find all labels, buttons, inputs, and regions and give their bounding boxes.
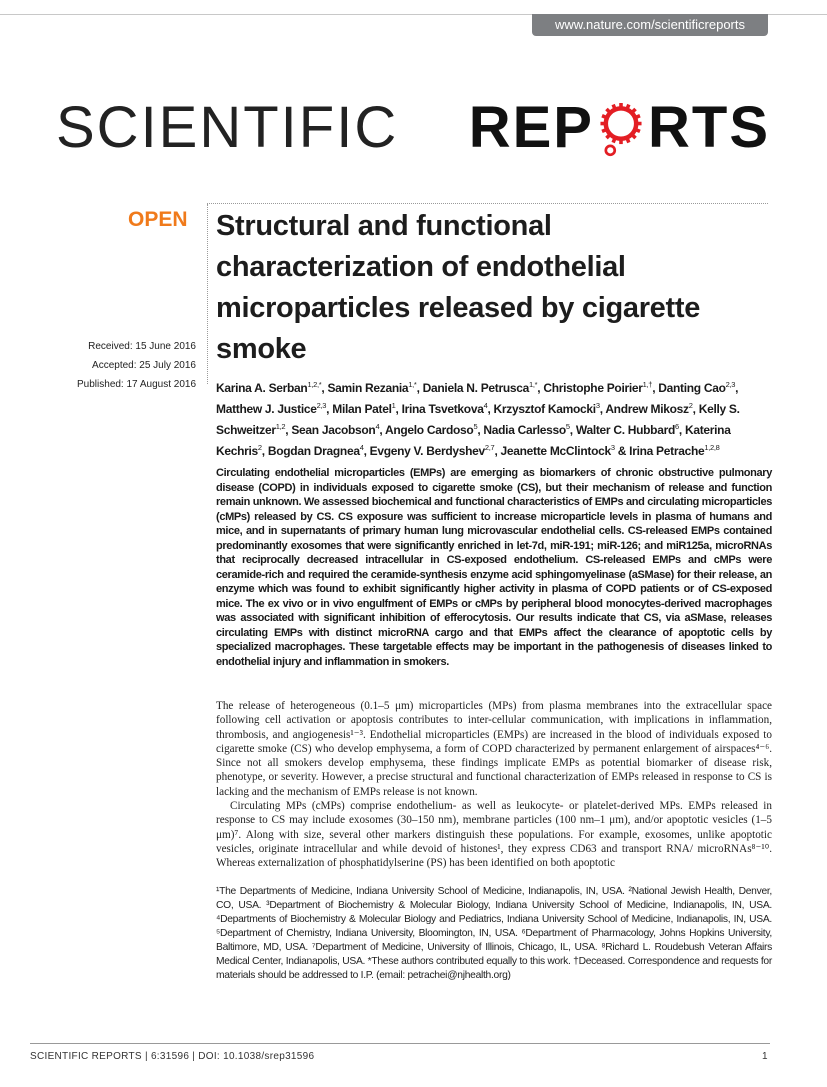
author-affiliation: 1,2 bbox=[275, 422, 286, 431]
author-name: Walter C. Hubbard bbox=[575, 423, 675, 437]
footer-citation: SCIENTIFIC REPORTS | 6:31596 | DOI: 10.1038/srep31596 bbox=[30, 1051, 315, 1062]
author-name: Kelly S. Schweitzer bbox=[216, 402, 740, 437]
body-text bbox=[216, 699, 772, 871]
author-name: Milan Patel bbox=[332, 402, 392, 416]
author bbox=[332, 402, 395, 416]
article-title bbox=[216, 206, 772, 370]
author-affiliation: 1,† bbox=[642, 380, 653, 389]
author-affiliation: 1,* bbox=[408, 380, 417, 389]
open-access-label: OPEN bbox=[128, 208, 188, 231]
published-date: Published: 17 August 2016 bbox=[77, 379, 196, 390]
author-name: Jeanette McClintock bbox=[500, 444, 611, 458]
title-line: characterization of endothelial bbox=[216, 251, 626, 283]
author bbox=[423, 381, 538, 395]
gear-tooth bbox=[619, 103, 623, 108]
author-name: Angelo Cardoso bbox=[384, 423, 474, 437]
author-affiliation: 4 bbox=[375, 422, 380, 431]
journal-logo bbox=[56, 92, 770, 164]
author-affiliation: 6 bbox=[675, 422, 679, 431]
author-affiliation: 1,* bbox=[529, 380, 538, 389]
author-affiliation: 1,2,* bbox=[307, 380, 322, 389]
gear-tooth bbox=[636, 122, 641, 126]
author bbox=[605, 402, 692, 416]
author bbox=[494, 402, 600, 416]
paragraph: The release of heterogeneous (0.1–5 μm) microparticles (MPs) from plasma membranes into the extracellular space following cell activation or apoptosis contributes to inter-cellular communication, with implications in inflammation, thrombosis, and angiogenesis¹⁻³. Endothelial microparticles (EMPs) are increased in the blood of individuals exposed to cigarette smoke (CS) who develop emphysema, a form of COPD characterized by permanent enlargement of airspaces⁴⁻⁶. Since not all smokers develop emphysema, these findings implicate EMPs as potential biomarker of disease risk, phenotype, or severity. However, a precise structural and functional characterization of EMPs released in response to CS is lacking and the mechanism of EMPs release is not known. bbox=[216, 700, 772, 798]
author bbox=[268, 444, 364, 458]
author-name: Christophe Poirier bbox=[543, 381, 643, 395]
journal-url-badge[interactable]: www.nature.com/scientificreports bbox=[532, 14, 768, 36]
author-affiliation: 1,2,8 bbox=[704, 443, 720, 452]
title-line: smoke bbox=[216, 333, 307, 365]
author bbox=[483, 423, 569, 437]
author-name: Matthew J. Justice bbox=[216, 402, 317, 416]
author-affiliation: 5 bbox=[565, 422, 570, 431]
title-line: Structural and functional bbox=[216, 210, 552, 242]
author bbox=[370, 444, 495, 458]
author-affiliation: 2,7 bbox=[484, 443, 495, 452]
received-date: Received: 15 June 2016 bbox=[88, 341, 196, 352]
gear-logo-icon bbox=[596, 99, 646, 157]
author bbox=[327, 381, 416, 395]
author-affiliation: 2 bbox=[257, 443, 262, 452]
logo-text-scientific: SCIENTIFIC bbox=[56, 95, 399, 160]
author-affiliation: 4 bbox=[359, 443, 364, 452]
author-affiliation: 4 bbox=[483, 401, 488, 410]
author-name: Danting Cao bbox=[658, 381, 726, 395]
logo-text-rts: RTS bbox=[648, 95, 770, 160]
gear-tooth bbox=[619, 139, 623, 144]
divider-dotted-vertical bbox=[207, 204, 208, 384]
author bbox=[385, 423, 477, 437]
divider-dotted-horizontal bbox=[207, 203, 768, 204]
article-main-column bbox=[216, 206, 772, 983]
author bbox=[543, 381, 652, 395]
accepted-date: Accepted: 25 July 2016 bbox=[92, 360, 196, 371]
author-name: Andrew Mikosz bbox=[605, 402, 689, 416]
page-number: 1 bbox=[762, 1051, 768, 1062]
footer-rule bbox=[30, 1043, 770, 1044]
author-name: Sean Jacobson bbox=[291, 423, 376, 437]
abstract: Circulating endothelial microparticles (EMPs) are emerging as biomarkers of chronic obstructive pulmonary disease (COPD) in individuals exposed to cigarette smoke (CS), but their mechanism of release and function remain unknown. We assessed biochemical and functional characteristics of EMPs and circulating microparticles (cMPs) released by CS. CS exposure was sufficient to increase microparticle levels in plasma of humans and mice, and in supernatants of primary human lung microvascular endothelial cells. CS-released EMPs contained predominantly exosomes that were significantly enriched in let-7d, miR-191; miR-126; and miR125a, microRNAs that reciprocally decreased intracellular in CS-exposed endothelium. CS-released EMPs and cMPs were ceramide-rich and required the ceramide-synthesis enzyme acid sphingomyelinase (aSMase) for their release, an enzyme which was found to exhibit significantly higher activity in plasma of COPD patients or of CS-exposed mice. The ex vivo or in vivo engulfment of EMPs or cMPs by peripheral blood monocytes-derived macrophages was associated with significant inhibition of efferocytosis. Our results indicate that CS, via aSMase, releases circulating EMPs with distinct microRNA cargo and that EMPs affect the clearance of apoptotic cells by specialized macrophages. These targetable effects may be important in the pathogenesis of diseases linked to endothelial injury and inflammation in smokers. bbox=[216, 467, 772, 668]
author-name: Bogdan Dragnea bbox=[267, 444, 360, 458]
author bbox=[629, 444, 719, 458]
gear-tooth bbox=[600, 122, 605, 126]
paragraph: Circulating MPs (cMPs) comprise endothelium- as well as leukocyte- or platelet-derived MPs. EMPs released in response to CS may include exosomes (30–150 nm), membrane particles (100 nm–1 μm), and/or apoptotic vesicles (1–5 μm)⁷. Along with size, several other markers distinguish these populations. For example, exosomes, unlike apoptotic vesicles, originate intracellular and while devoid of histones¹, they express CD63 and transport RNA/ microRNAs⁸⁻¹⁰. Whereas externalization of phosphatidylserine (PS) has been identified on both apoptotic bbox=[216, 800, 772, 870]
publication-dates bbox=[77, 337, 196, 394]
author-affiliation: 2,3 bbox=[725, 380, 736, 389]
author bbox=[576, 423, 679, 437]
author-affiliation: 3 bbox=[595, 401, 600, 410]
author-name: Katerina Kechris bbox=[216, 423, 731, 458]
author-name: Samin Rezania bbox=[327, 381, 409, 395]
author-name: Nadia Carlesso bbox=[483, 423, 566, 437]
author bbox=[658, 381, 735, 395]
author-name: Karina A. Serban bbox=[216, 381, 308, 395]
author-name: Krzysztof Kamocki bbox=[493, 402, 596, 416]
author-affiliation: 2 bbox=[688, 401, 693, 410]
author bbox=[402, 402, 488, 416]
author-name: Irina Tsvetkova bbox=[401, 402, 484, 416]
affiliations-footnote: ¹The Departments of Medicine, Indiana University School of Medicine, Indianapolis, IN, USA. ²National Jewish Health, Denver, CO, USA. ³Department of Biochemistry & Molecular Biology, Indiana University School of Medicine, Indianapolis, IN, USA. ⁴Departments of Biochemistry & Molecular Biology and Pediatrics, Indiana University School of Medicine, Indianapolis, IN, USA. ⁵Department of Chemistry, Indiana University, Bloomington, IN, USA. ⁶Department of Pharmacology, Johns Hopkins University, Baltimore, MD, USA. ⁷Department of Medicine, University of Illinois, Chicago, IL, USA. ⁸Richard L. Roudebush Veteran Affairs Medical Center, Indianapolis, USA. *These authors contributed equally to this work. †Deceased. Correspondence and requests for materials should be addressed to I.P. (email: petrachei@njhealth.org) bbox=[216, 885, 772, 981]
author bbox=[216, 402, 326, 416]
logo-reports bbox=[469, 92, 770, 164]
author bbox=[291, 423, 379, 437]
logo-text-rep: REP bbox=[468, 95, 594, 160]
title-line: microparticles released by cigarette bbox=[216, 292, 701, 324]
author bbox=[501, 444, 615, 458]
author-name: Evgeny V. Berdyshev bbox=[369, 444, 485, 458]
author-list: Karina A. Serban$^{1,2,*}$, Samin Rezania$^{1,*}$, Daniela N. Petrusca$^{1,*}$, Christophe Poirier$^{1,\dagger}$, Danting Cao$^{2,3}$, Matthew J. Justice$^{2,3}$, Milan Patel$^1$, Irina Tsvetkova$^4$, Krzysztof Kamocki$^3$, Andrew Mikosz$^2$, Kelly S. Schweitzer$^{1,2}$, Sean Jacobson$^4$, Angelo Cardoso$^5$, Nadia Carlesso$^5$, Walter C. Hubbard$^6$, Katerina Kechris$^2$, Bogdan Dragnea$^4$, Evgeny V. Berdyshev$^{2,7}$, Jeanette McClintock$^3$ & Irina Petrache$^{1,2,8}$ bbox=[216, 380, 740, 458]
author-affiliation: 2,3 bbox=[316, 401, 327, 410]
author-name: Daniela N. Petrusca bbox=[422, 381, 529, 395]
author-affiliation: 1 bbox=[391, 401, 396, 410]
author-affiliation: 5 bbox=[473, 422, 478, 431]
author-name: Irina Petrache bbox=[629, 444, 705, 458]
author-affiliation: 3 bbox=[610, 443, 615, 452]
author bbox=[216, 381, 321, 395]
